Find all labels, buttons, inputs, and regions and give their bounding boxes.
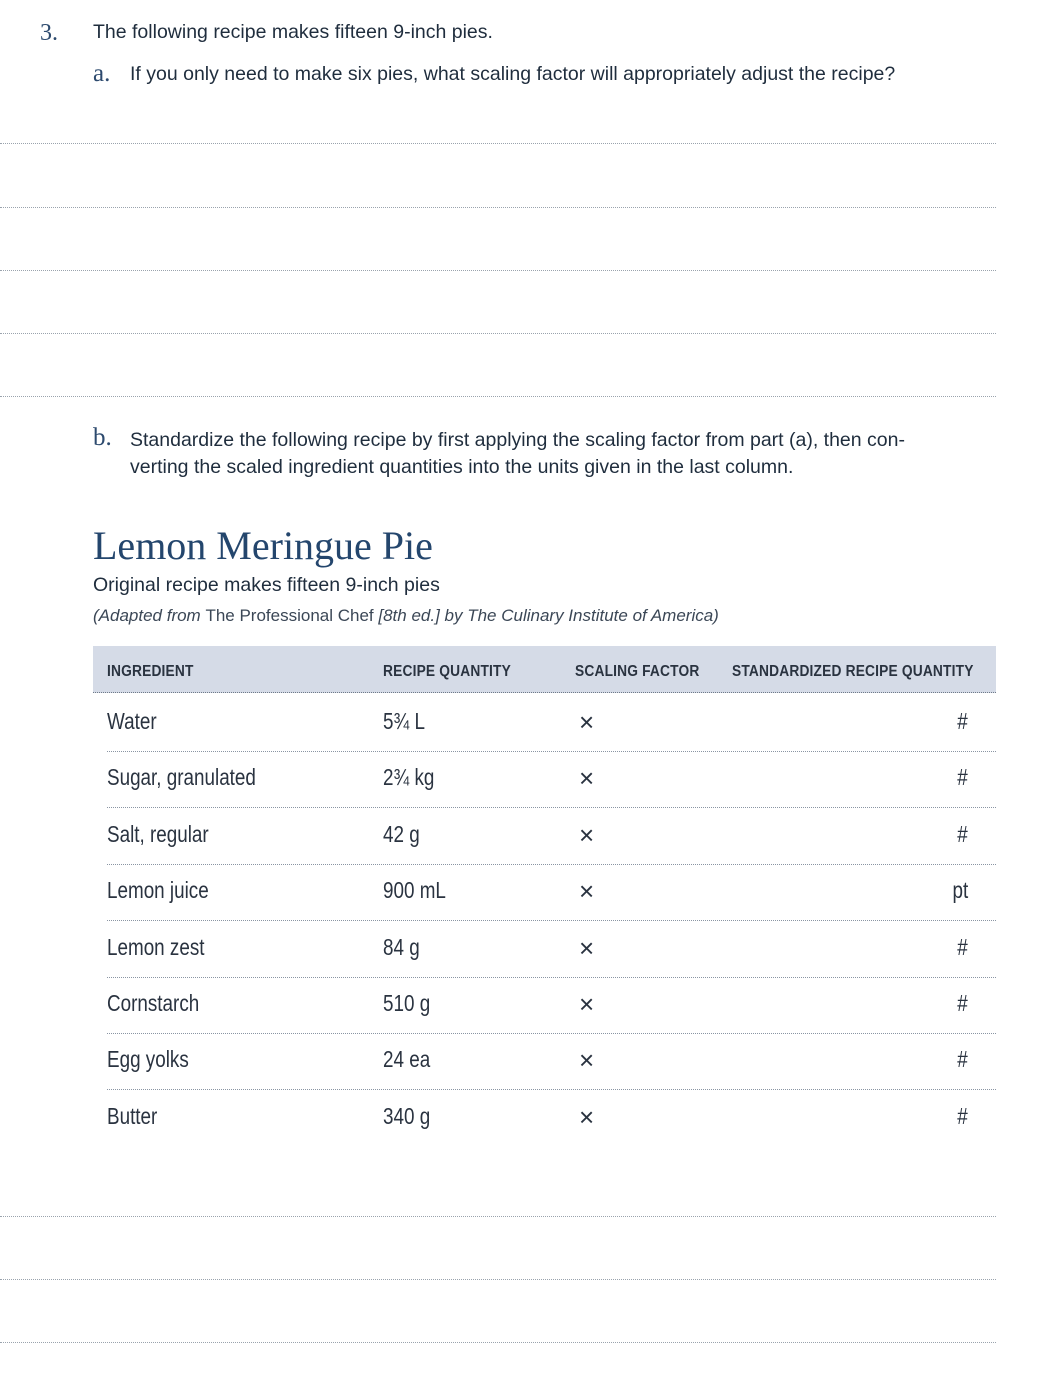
- times-icon: ×: [579, 820, 595, 850]
- source-book: The Professional Chef: [205, 606, 374, 625]
- table-row: [107, 1033, 996, 1090]
- unit-cell: #: [957, 990, 968, 1016]
- quantity-cell: 5¾ L: [383, 708, 425, 734]
- quantity-cell: 42 g: [383, 821, 420, 847]
- times-icon: ×: [579, 876, 595, 906]
- table-row: [107, 751, 996, 808]
- part-b-line-2: verting the scaled ingredient quantities into the units given in the last column.: [130, 456, 794, 478]
- answer-line[interactable]: [0, 270, 996, 271]
- ingredient-cell: Lemon juice: [107, 877, 209, 903]
- ingredient-cell: Sugar, granulated: [107, 764, 256, 790]
- part-a-text: If you only need to make six pies, what scaling factor will appropriately adjust the recipe?: [130, 63, 896, 85]
- unit-cell: #: [957, 1046, 968, 1072]
- answer-line[interactable]: [0, 1216, 996, 1217]
- part-b-text: [130, 427, 905, 481]
- recipe-subtitle: Original recipe makes fifteen 9-inch pies: [93, 574, 440, 596]
- unit-cell: #: [957, 764, 968, 790]
- question-text: The following recipe makes fifteen 9-inch pies.: [93, 21, 493, 43]
- answer-line[interactable]: [0, 143, 996, 144]
- unit-cell: #: [957, 934, 968, 960]
- ingredient-cell: Salt, regular: [107, 821, 209, 847]
- part-b-label: b.: [93, 424, 112, 451]
- quantity-cell: 510 g: [383, 990, 431, 1016]
- part-a-label: a.: [93, 60, 111, 87]
- table-row: [107, 864, 996, 921]
- recipe-source: [93, 606, 719, 626]
- table-row: [107, 1090, 996, 1146]
- answer-line[interactable]: [0, 333, 996, 334]
- answer-line[interactable]: [0, 1342, 996, 1343]
- times-icon: ×: [579, 933, 595, 963]
- answer-line[interactable]: [0, 1279, 996, 1280]
- quantity-cell: 2¾ kg: [383, 764, 435, 790]
- table-row: [107, 921, 996, 978]
- unit-cell: #: [957, 821, 968, 847]
- recipe-title: Lemon Meringue Pie: [93, 523, 433, 568]
- ingredient-cell: Lemon zest: [107, 934, 205, 960]
- answer-line[interactable]: [0, 396, 996, 397]
- unit-cell: #: [957, 1103, 968, 1129]
- quantity-cell: 24 ea: [383, 1046, 431, 1072]
- unit-cell: #: [957, 708, 968, 734]
- ingredient-cell: Water: [107, 708, 157, 734]
- times-icon: ×: [579, 989, 595, 1019]
- quantity-cell: 900 mL: [383, 877, 446, 903]
- times-icon: ×: [579, 763, 595, 793]
- header-standardized-quantity: STANDARDIZED RECIPE QUANTITY: [732, 663, 974, 680]
- ingredient-cell: Cornstarch: [107, 990, 200, 1016]
- source-prefix: (Adapted from: [93, 606, 206, 625]
- ingredient-cell: Butter: [107, 1103, 158, 1129]
- table-header: [93, 646, 996, 693]
- quantity-cell: 340 g: [383, 1103, 431, 1129]
- unit-cell: pt: [952, 877, 968, 903]
- header-recipe-quantity: RECIPE QUANTITY: [383, 663, 511, 680]
- header-ingredient: INGREDIENT: [107, 663, 194, 680]
- answer-line[interactable]: [0, 207, 996, 208]
- table-row: [107, 808, 996, 865]
- table-row: [107, 695, 996, 752]
- question-number: 3.: [40, 20, 58, 46]
- times-icon: ×: [579, 1045, 595, 1075]
- part-b-line-1: Standardize the following recipe by first applying the scaling factor from part (a), then con-: [130, 429, 905, 451]
- header-scaling-factor: SCALING FACTOR: [575, 663, 700, 680]
- ingredient-cell: Egg yolks: [107, 1046, 189, 1072]
- source-suffix: [8th ed.] by The Culinary Institute of America): [373, 606, 719, 625]
- times-icon: ×: [579, 1102, 595, 1132]
- quantity-cell: 84 g: [383, 934, 420, 960]
- table-row: [107, 977, 996, 1034]
- times-icon: ×: [579, 707, 595, 737]
